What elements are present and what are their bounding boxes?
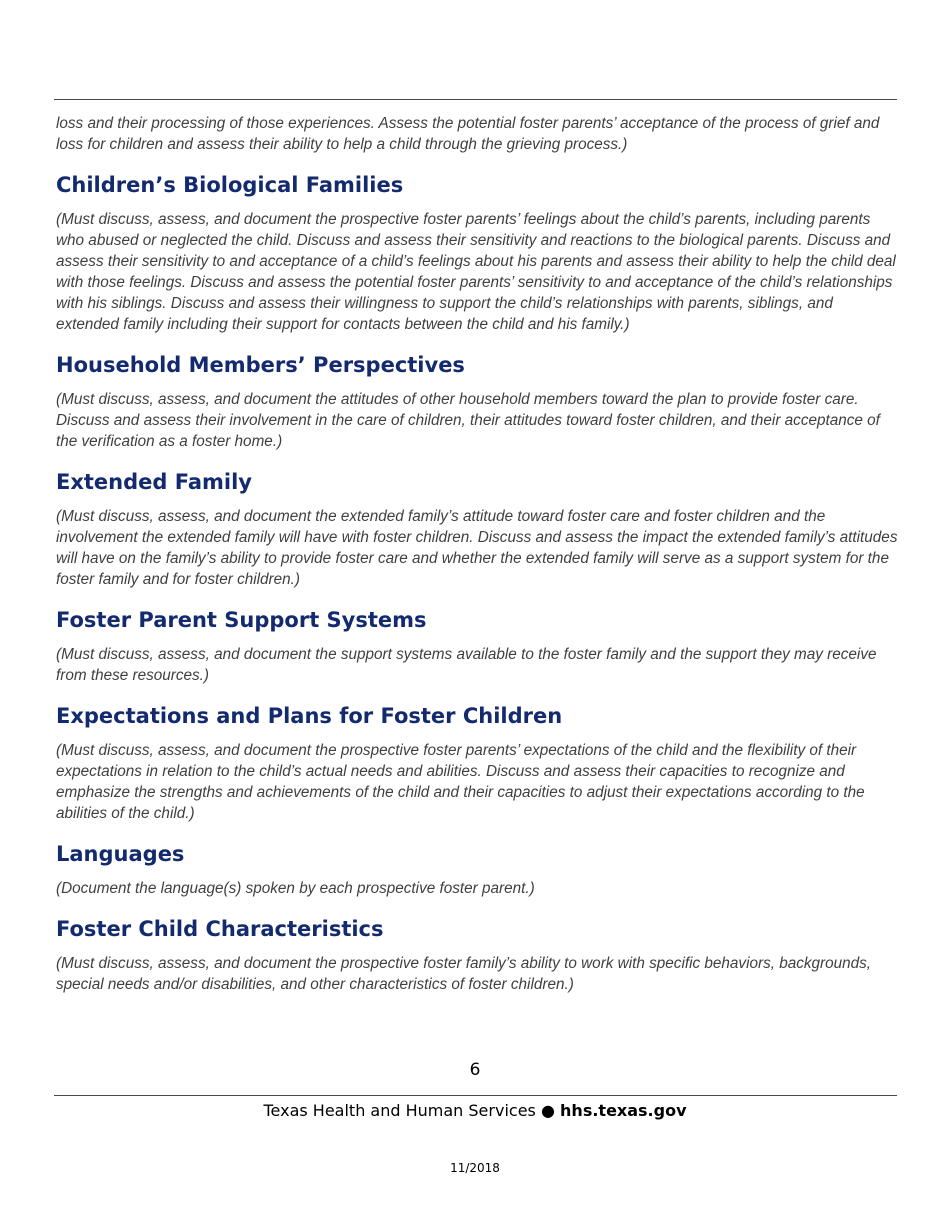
section-text: (Must discuss, assess, and document the attitudes of other household members toward the plan to provide foster care. Discuss and assess their involvement in the care of children, their attitudes toward foster children, and their acceptance of the verification as a foster home.) (56, 391, 880, 450)
section-heading: Languages (56, 842, 185, 866)
page-number: 6 (469, 1060, 481, 1080)
section-heading: Children’s Biological Families (56, 173, 404, 197)
section-text: (Must discuss, assess, and document the extended family’s attitude toward foster care and foster children and the involvement the extended family will have with foster children. Discuss and assess the impact the extended family’s attitudes will have on the family’s ability to provide foster care and whether the extended family will serve as a support system for the foster family and for foster children.) (56, 508, 898, 588)
intro-paragraph: loss and their processing of those experiences. Assess the potential foster parents’ acceptance of the process of grief and loss for children and assess their ability to help a child through the grieving process.) (56, 115, 880, 153)
page-content (56, 113, 898, 995)
footer-org: Texas Health and Human Services (263, 1101, 536, 1120)
section-heading: Foster Child Characteristics (56, 917, 384, 941)
section-heading: Household Members’ Perspectives (56, 353, 465, 377)
section-text: (Must discuss, assess, and document the prospective foster family’s ability to work with specific behaviors, backgrounds, special needs and/or disabilities, and other characteristics of foster children.) (56, 955, 872, 993)
section-text: (Document the language(s) spoken by each prospective foster parent.) (56, 880, 535, 897)
section-text: (Must discuss, assess, and document the prospective foster parents’ feelings about the child’s parents, including parents who abused or neglected the child. Discuss and assess their sensitivity and reactions to the biological parents. Discuss and assess their sensitivity to and acceptance of a child’s feelings about his parents and assess their ability to help the child deal with those feelings. Discuss and assess the potential foster parents’ sensitivity to and acceptance of the child’s relationships with his siblings. Discuss and assess their willingness to support the child’s relationships with parents, siblings, and extended family including their support for contacts between the child and his family.) (56, 211, 896, 333)
footer-divider (54, 1095, 897, 1096)
section-text: (Must discuss, assess, and document the support systems available to the foster family and the support they may receive from these resources.) (56, 646, 877, 684)
section-heading: Extended Family (56, 470, 252, 494)
footer-separator: ● (540, 1101, 555, 1120)
footer-site-link[interactable]: hhs.texas.gov (560, 1101, 687, 1120)
document-date: 11/2018 (450, 1161, 500, 1175)
section-text: (Must discuss, assess, and document the prospective foster parents’ expectations of the child and the flexibility of their expectations in relation to the child’s actual needs and abilities. Discuss and assess their capacities to recognize and emphasize the strengths and achievements of the child and their capacities to adjust their expectations according to the abilities of the child.) (56, 742, 865, 822)
section-heading: Expectations and Plans for Foster Children (56, 704, 563, 728)
header-divider (54, 99, 897, 100)
section-heading: Foster Parent Support Systems (56, 608, 427, 632)
footer (0, 1101, 950, 1120)
